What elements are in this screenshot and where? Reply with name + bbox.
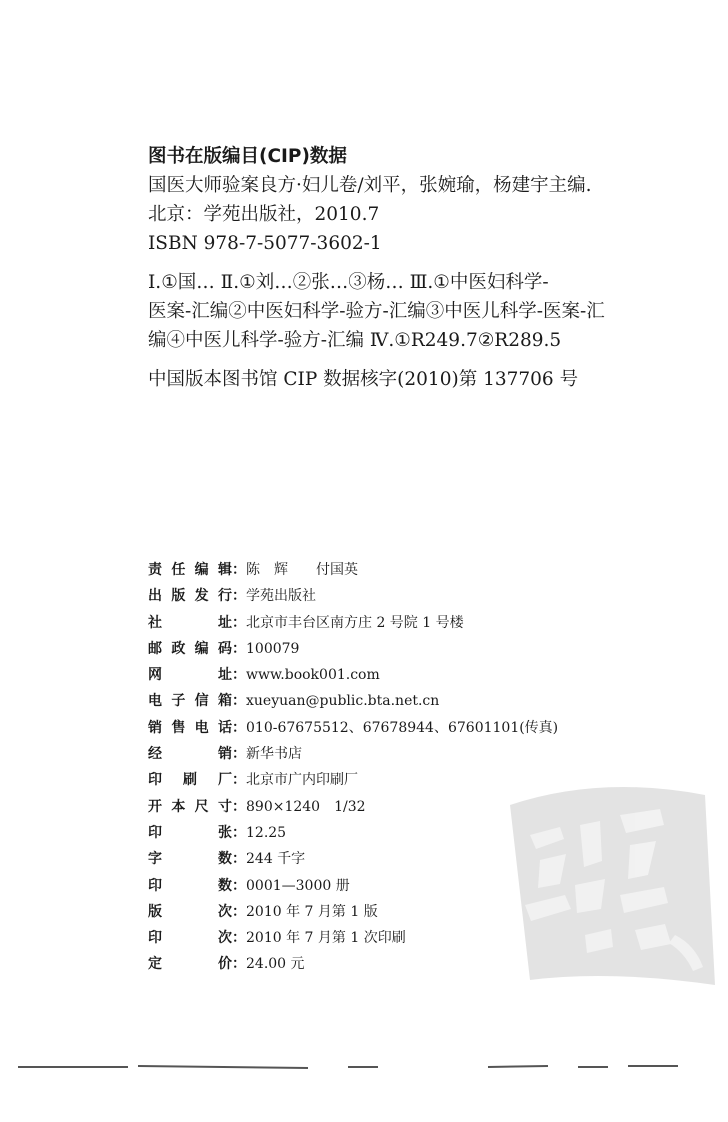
imprint-colon: ：	[232, 824, 246, 841]
imprint-value: 2010 年 7 月第 1 版	[246, 903, 378, 920]
imprint-label-char: 编	[194, 562, 209, 578]
imprint-value: 北京市丰台区南方庄 2 号院 1 号楼	[246, 614, 464, 631]
imprint-label-char: 数	[218, 851, 232, 868]
cip-record-number: 中国版本图书馆 CIP 数据核字(2010)第 137706 号	[148, 369, 579, 390]
imprint-label	[148, 688, 232, 714]
imprint-colon: ：	[232, 956, 246, 973]
imprint-label-char: 字	[148, 851, 162, 868]
imprint-colon: ：	[232, 588, 246, 605]
cip-subject-line-3: 编④中医儿科学-验方-汇编 Ⅳ.①R249.7②R289.5	[148, 330, 562, 351]
imprint-label-char: 址	[218, 667, 232, 684]
imprint-row	[148, 610, 558, 636]
imprint-label-char: 印	[148, 930, 162, 947]
imprint-label-char: 销	[218, 746, 232, 763]
imprint-label-char: 张	[218, 824, 232, 841]
imprint-colon: ：	[232, 562, 246, 578]
imprint-label-char: 定	[148, 956, 162, 973]
imprint-colon: ：	[232, 930, 246, 947]
imprint-value: 890×1240 1/32	[246, 798, 366, 815]
imprint-value: 244 千字	[246, 851, 306, 868]
imprint-label	[148, 767, 232, 793]
imprint-value: 0001—3000 册	[246, 877, 350, 894]
imprint-value: 100079	[246, 640, 300, 657]
imprint-row	[148, 636, 558, 662]
imprint-row	[148, 688, 558, 714]
cip-isbn: ISBN 978-7-5077-3602-1	[148, 233, 382, 254]
cip-subject-entry	[148, 268, 688, 355]
imprint-colon: ：	[232, 719, 246, 736]
imprint-label-char: 辑	[217, 562, 232, 578]
imprint-label-char: 电	[148, 693, 162, 710]
imprint-label-char: 信	[194, 693, 209, 710]
imprint-label	[148, 794, 232, 820]
imprint-value: 010-67675512、67678944、67601101(传真)	[246, 719, 559, 736]
imprint-value: 北京市广内印刷厂	[246, 772, 358, 789]
imprint-row	[148, 715, 558, 741]
imprint-label-char: 次	[218, 903, 232, 920]
imprint-label	[148, 925, 232, 951]
imprint-colon: ：	[232, 851, 246, 868]
imprint-label	[148, 951, 232, 977]
imprint-row	[148, 557, 558, 583]
imprint-label	[148, 583, 232, 609]
imprint-label	[148, 741, 232, 767]
imprint-label-char: 寸	[217, 798, 232, 815]
imprint-label-char: 销	[148, 719, 162, 736]
imprint-label-char: 社	[148, 614, 162, 631]
cip-bib-line-2: 北京：学苑出版社，2010.7	[148, 204, 380, 225]
imprint-value: 陈 辉 付国英	[246, 562, 358, 578]
imprint-value: 24.00 元	[246, 956, 305, 973]
imprint-label	[148, 715, 232, 741]
imprint-label-char: 码	[217, 640, 232, 657]
imprint-value: 12.25	[246, 824, 287, 841]
imprint-label-char: 子	[171, 693, 186, 710]
imprint-label-char: 价	[218, 956, 232, 973]
bottom-edge-rule	[18, 1062, 708, 1072]
imprint-label	[148, 873, 232, 899]
imprint-label-char: 次	[218, 930, 232, 947]
imprint-label-char: 任	[171, 562, 186, 578]
cip-subject-line-2: 医案-汇编②中医妇科学-验方-汇编③中医儿科学-医案-汇	[148, 301, 605, 322]
imprint-row	[148, 741, 558, 767]
imprint-label-char: 印	[148, 824, 162, 841]
cip-bib-line-1: 国医大师验案良方·妇儿卷/刘平，张婉瑜，杨建宇主编.	[148, 175, 592, 196]
imprint-label	[148, 636, 232, 662]
imprint-label-char: 网	[148, 667, 162, 684]
imprint-label	[148, 610, 232, 636]
imprint-label-char: 版	[148, 903, 162, 920]
cip-bibliographic-entry	[148, 171, 688, 258]
imprint-label-char: 行	[217, 588, 232, 605]
imprint-label-char: 话	[217, 719, 232, 736]
imprint-value: 2010 年 7 月第 1 次印刷	[246, 930, 406, 947]
imprint-colon: ：	[232, 693, 246, 710]
imprint-label-char: 箱	[217, 693, 232, 710]
imprint-colon: ：	[232, 903, 246, 920]
imprint-label-char: 刷	[183, 772, 197, 789]
imprint-label-char: 本	[171, 798, 186, 815]
imprint-label-char: 政	[171, 640, 186, 657]
imprint-label-char: 经	[148, 746, 162, 763]
imprint-label-char: 厂	[218, 772, 232, 789]
imprint-label-char: 责	[148, 562, 162, 578]
imprint-label-char: 印	[148, 772, 162, 789]
imprint-label	[148, 846, 232, 872]
imprint-label	[148, 899, 232, 925]
imprint-colon: ：	[232, 667, 246, 684]
imprint-value: 学苑出版社	[246, 588, 316, 605]
imprint-label-char: 开	[148, 798, 162, 815]
imprint-colon: ：	[232, 640, 246, 657]
imprint-label	[148, 557, 232, 583]
imprint-label	[148, 662, 232, 688]
imprint-label	[148, 820, 232, 846]
imprint-label-char: 印	[148, 877, 162, 894]
imprint-label-char: 数	[218, 877, 232, 894]
cip-heading: 图书在版编目(CIP)数据	[148, 146, 347, 167]
imprint-colon: ：	[232, 746, 246, 763]
imprint-value: www.book001.com	[246, 667, 380, 684]
imprint-label-char: 发	[194, 588, 209, 605]
cip-subject-line-1: Ⅰ.①国… Ⅱ.①刘…②张…③杨… Ⅲ.①中医妇科学-	[148, 272, 549, 293]
imprint-colon: ：	[232, 614, 246, 631]
imprint-label-char: 电	[194, 719, 209, 736]
imprint-colon: ：	[232, 772, 246, 789]
imprint-row	[148, 662, 558, 688]
imprint-value: xueyuan@public.bta.net.cn	[246, 693, 440, 710]
imprint-label-char: 尺	[194, 798, 209, 815]
imprint-label-char: 编	[194, 640, 209, 657]
imprint-value: 新华书店	[246, 746, 302, 763]
imprint-label-char: 址	[218, 614, 232, 631]
imprint-label-char: 版	[171, 588, 186, 605]
imprint-label-char: 售	[171, 719, 186, 736]
imprint-colon: ：	[232, 877, 246, 894]
imprint-row	[148, 583, 558, 609]
imprint-label-char: 出	[148, 588, 162, 605]
cip-block	[148, 142, 688, 394]
publisher-seal-watermark	[470, 765, 720, 995]
imprint-colon: ：	[232, 798, 246, 815]
imprint-label-char: 邮	[148, 640, 162, 657]
